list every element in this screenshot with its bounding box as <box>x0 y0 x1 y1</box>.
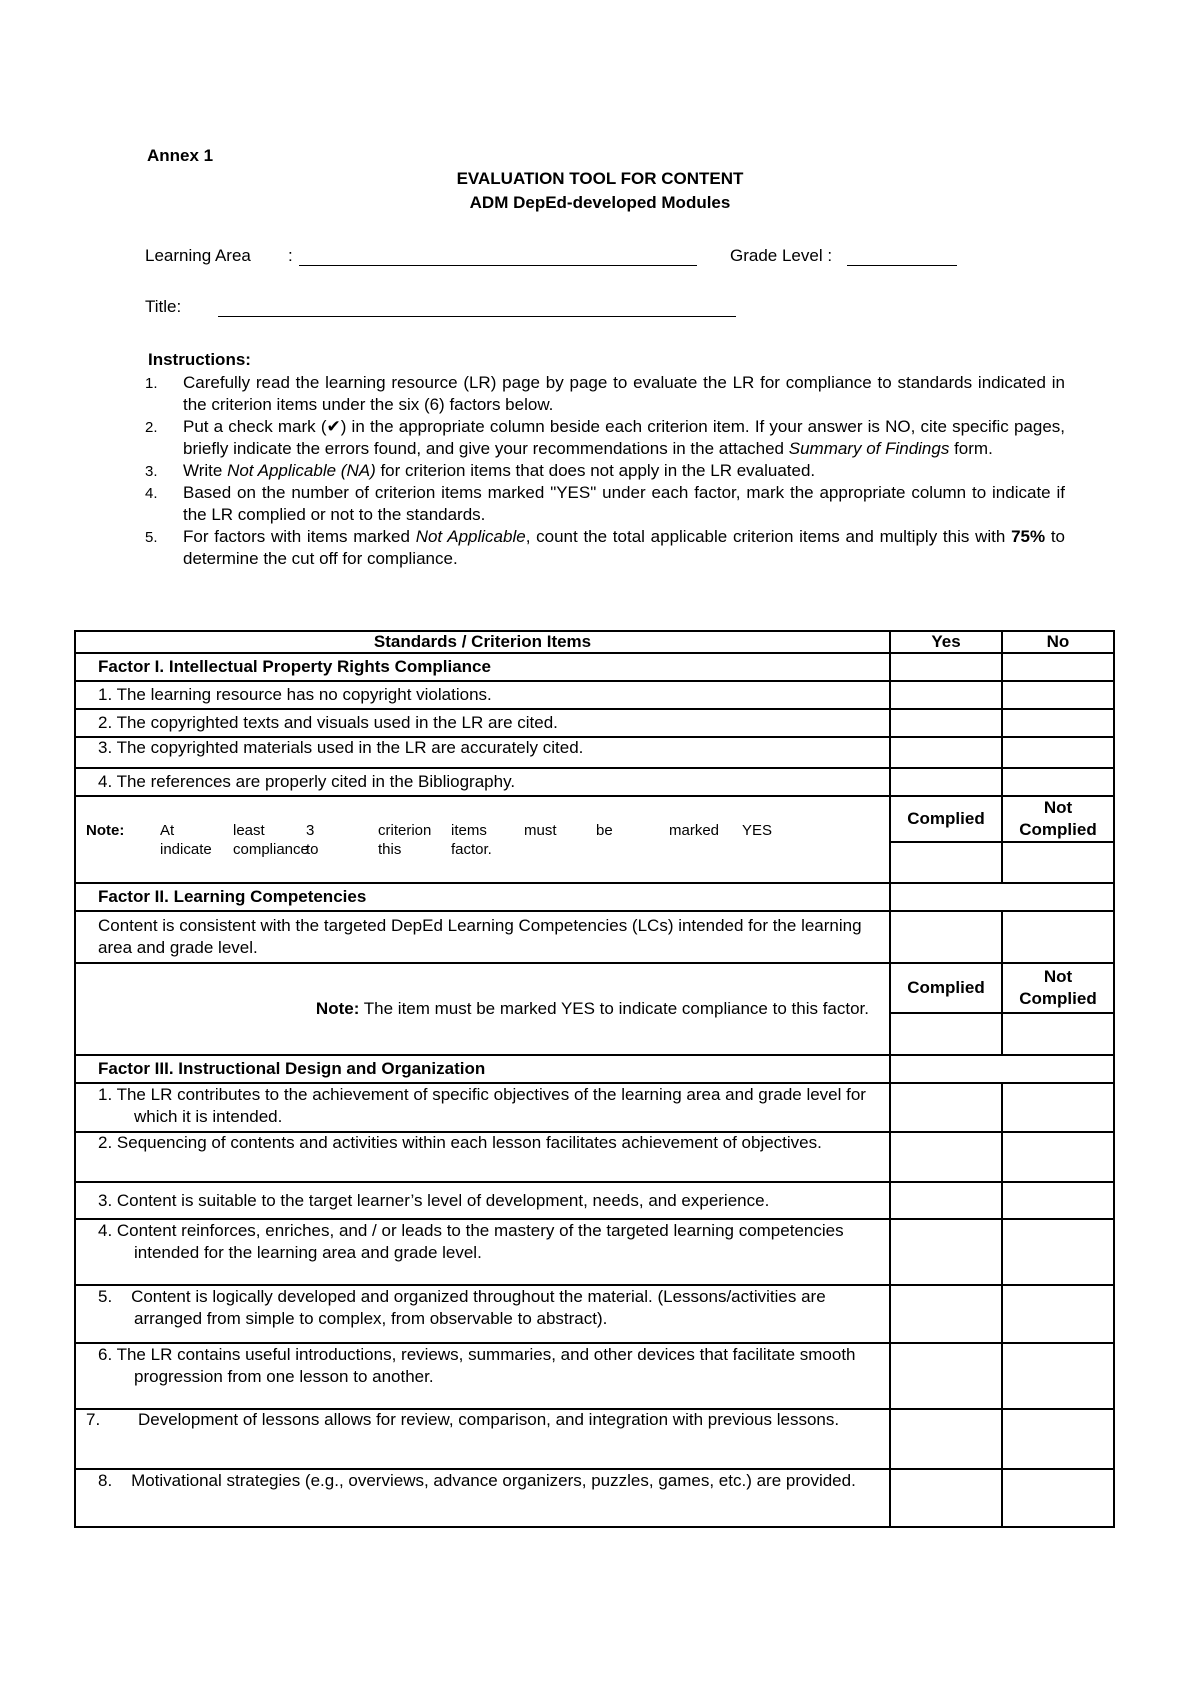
table-row <box>75 709 1114 737</box>
criterion-item: 2. The copyrighted texts and visuals used in the LR are cited. <box>75 709 890 737</box>
factor-2-note <box>75 963 890 1055</box>
note-word: YES <box>742 821 773 839</box>
instruction-item <box>145 526 1065 570</box>
instruction-text: Based on the number of criterion items marked "YES" under each factor, mark the appropriate column to indicate if the LR complied or not to the standards. <box>183 483 1065 524</box>
instruction-number: 2. <box>145 419 158 436</box>
no-cell[interactable] <box>1002 653 1114 681</box>
table-row <box>75 1343 1114 1409</box>
yes-cell[interactable] <box>890 1219 1002 1285</box>
note-word: must <box>524 821 557 839</box>
no-cell[interactable] <box>1002 1469 1114 1527</box>
criterion-item: 6. The LR contains useful introductions, reviews, summaries, and other devices that facilitate smooth progression from one lesson to another. <box>75 1343 890 1409</box>
yes-cell[interactable] <box>890 768 1002 796</box>
no-cell[interactable] <box>1002 681 1114 709</box>
table-row <box>75 1219 1114 1285</box>
table-row <box>75 1409 1114 1469</box>
complied-header: Complied <box>890 963 1002 1013</box>
note-word: this <box>378 840 402 858</box>
instruction-number: 1. <box>145 375 158 392</box>
criterion-item: 4. Content reinforces, enriches, and / or leads to the mastery of the targeted learning competencies intended for the learning area and grade level. <box>75 1219 890 1285</box>
yes-cell[interactable] <box>890 911 1002 963</box>
learning-area-field[interactable] <box>299 265 697 266</box>
factor-2-title: Factor II. Learning Competencies <box>75 883 890 911</box>
instruction-strong: 75% <box>1011 527 1046 546</box>
note-label: Note: <box>86 821 125 839</box>
instructions-heading: Instructions: <box>148 350 251 369</box>
criterion-item: 5. Content is logically developed and organized throughout the material. (Lessons/activities are arranged from simple to complex, from observable to abstract). <box>75 1285 890 1343</box>
not-complied-cell[interactable] <box>1002 842 1114 883</box>
complied-cell[interactable] <box>890 1013 1002 1055</box>
yes-cell[interactable] <box>890 653 1002 681</box>
instruction-emphasis: Not Applicable (NA) <box>227 461 376 480</box>
evaluation-table <box>74 630 1115 1528</box>
complied-cell[interactable] <box>890 842 1002 883</box>
no-cell[interactable] <box>1002 1083 1114 1132</box>
note-word: least <box>233 821 265 839</box>
instruction-number: 3. <box>145 463 158 480</box>
factor-1-title: Factor I. Intellectual Property Rights Compliance <box>75 653 890 681</box>
learning-area-colon: : <box>288 246 293 265</box>
annex-label: Annex 1 <box>147 146 214 165</box>
yes-cell[interactable] <box>890 1083 1002 1132</box>
yes-header: Yes <box>890 631 1002 653</box>
note-label: Note: <box>315 999 360 1018</box>
complied-header: Complied <box>890 796 1002 842</box>
table-row <box>75 1182 1114 1219</box>
criterion-item: 4. The references are properly cited in the Bibliography. <box>75 768 890 796</box>
grade-level-field[interactable] <box>847 265 957 266</box>
criteria-header: Standards / Criterion Items <box>75 631 890 653</box>
yes-cell[interactable] <box>890 681 1002 709</box>
yes-cell[interactable] <box>890 1132 1002 1182</box>
instruction-number: 4. <box>145 485 158 502</box>
no-cell[interactable] <box>1002 911 1114 963</box>
yes-cell[interactable] <box>890 1343 1002 1409</box>
criterion-item: 3. The copyrighted materials used in the LR are accurately cited. <box>75 737 890 768</box>
table-row <box>75 911 1114 963</box>
instruction-text: form. <box>949 439 993 458</box>
table-row <box>75 737 1114 768</box>
factor-row <box>75 1055 1114 1083</box>
table-row <box>75 681 1114 709</box>
grade-level-label: Grade Level : <box>730 246 833 265</box>
compliance-row <box>75 963 1114 1013</box>
instruction-item <box>145 482 1065 526</box>
yes-cell[interactable] <box>890 709 1002 737</box>
instruction-emphasis: Not Applicable <box>415 527 526 546</box>
instruction-text: Write <box>183 461 228 480</box>
instruction-number: 5. <box>145 529 158 546</box>
table-header-row <box>75 631 1114 653</box>
not-complied-cell[interactable] <box>1002 1013 1114 1055</box>
instruction-text: , count the total applicable criterion items and multiply this with <box>525 527 1012 546</box>
factor-row <box>75 653 1114 681</box>
no-cell[interactable] <box>1002 1182 1114 1219</box>
no-cell[interactable] <box>1002 1285 1114 1343</box>
no-cell[interactable] <box>1002 737 1114 768</box>
criterion-item: Content is consistent with the targeted DepEd Learning Competencies (LCs) intended for the learning area and grade level. <box>75 911 890 963</box>
criterion-item: 7. Development of lessons allows for review, comparison, and integration with previous lessons. <box>75 1409 890 1469</box>
document-title: EVALUATION TOOL FOR CONTENT <box>456 169 744 188</box>
not-complied-header: Not Complied <box>1002 963 1114 1013</box>
no-cell[interactable] <box>1002 1409 1114 1469</box>
table-row <box>75 1132 1114 1182</box>
note-word: items <box>451 821 487 839</box>
note-word: factor. <box>451 840 492 858</box>
table-row <box>75 768 1114 796</box>
criterion-item: 1. The learning resource has no copyright violations. <box>75 681 890 709</box>
note-word: to <box>306 840 319 858</box>
title-label: Title: <box>145 297 182 316</box>
note-text: The item must be marked YES to indicate compliance to this factor. <box>359 999 869 1018</box>
yes-cell[interactable] <box>890 1285 1002 1343</box>
note-word: compliance <box>233 840 309 858</box>
note-word: be <box>596 821 613 839</box>
criterion-item: 2. Sequencing of contents and activities within each lesson facilitates achievement of objectives. <box>75 1132 890 1182</box>
factor-3-blank <box>890 1055 1114 1083</box>
instruction-text: for criterion items that does not apply in the LR evaluated. <box>375 461 816 480</box>
no-cell[interactable] <box>1002 709 1114 737</box>
instruction-item <box>145 372 1065 416</box>
instruction-item <box>145 460 1065 482</box>
table-row <box>75 1285 1114 1343</box>
note-word: 3 <box>306 821 315 839</box>
no-cell[interactable] <box>1002 1132 1114 1182</box>
compliance-row <box>75 796 1114 842</box>
instructions-list <box>145 372 1065 570</box>
note-word: indicate <box>160 840 212 858</box>
title-field[interactable] <box>218 316 736 317</box>
instruction-text: to determine the cut off for compliance. <box>183 527 1065 568</box>
criterion-item: 1. The LR contributes to the achievement of specific objectives of the learning area and grade level for which it is intended. <box>75 1083 890 1132</box>
criterion-item: 8. Motivational strategies (e.g., overviews, advance organizers, puzzles, games, etc.) are provided. <box>75 1469 890 1527</box>
yes-cell[interactable] <box>890 1409 1002 1469</box>
instruction-emphasis: Summary of Findings <box>788 439 950 458</box>
factor-3-title: Factor III. Instructional Design and Organization <box>75 1055 890 1083</box>
table-row <box>75 1469 1114 1527</box>
instruction-text: Put a check mark (✔) in the appropriate column beside each criterion item. If your answer is NO, cite specific pages, briefly indicate the errors found, and give your recommendations in the attached <box>183 417 1065 458</box>
no-cell[interactable] <box>1002 1219 1114 1285</box>
no-header: No <box>1002 631 1114 653</box>
note-word: criterion <box>378 821 432 839</box>
factor-1-note <box>75 796 890 883</box>
note-word: marked <box>669 821 720 839</box>
instruction-text: For factors with items marked <box>183 527 416 546</box>
no-cell[interactable] <box>1002 1343 1114 1409</box>
note-word: At <box>160 821 175 839</box>
yes-cell[interactable] <box>890 737 1002 768</box>
criterion-item: 3. Content is suitable to the target learner’s level of development, needs, and experience. <box>75 1182 890 1219</box>
not-complied-header: Not Complied <box>1002 796 1114 842</box>
learning-area-label: Learning Area <box>145 246 251 265</box>
factor-row <box>75 883 1114 911</box>
table-row <box>75 1083 1114 1132</box>
document-subtitle: ADM DepEd-developed Modules <box>469 193 731 212</box>
instruction-text: Carefully read the learning resource (LR) page by page to evaluate the LR for compliance to standards indicated in the criterion items under the six (6) factors below. <box>183 373 1065 414</box>
yes-cell[interactable] <box>890 1182 1002 1219</box>
instruction-item <box>145 416 1065 460</box>
yes-cell[interactable] <box>890 1469 1002 1527</box>
no-cell[interactable] <box>1002 768 1114 796</box>
factor-2-blank <box>890 883 1114 911</box>
